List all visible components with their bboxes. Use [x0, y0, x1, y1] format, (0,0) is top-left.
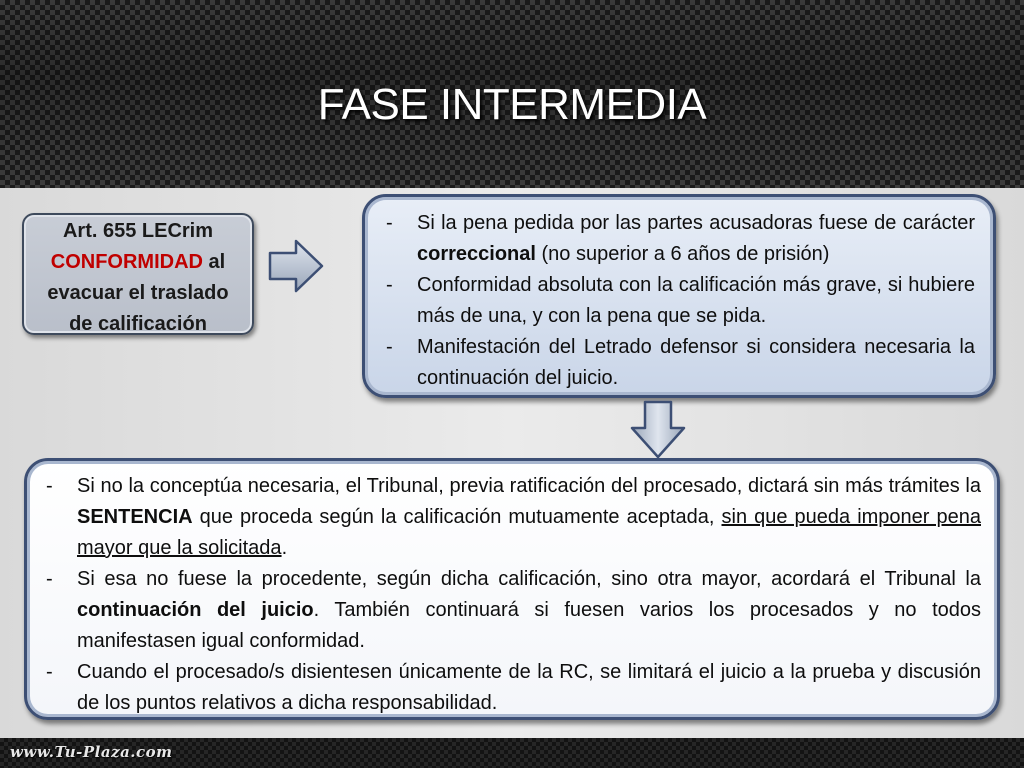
item-text: que proceda según la calificación mutuamente aceptada,: [192, 506, 722, 528]
item-text: Cuando el procesado/s disientesen únicamente de la RC, se limitará el juicio a la prueba y discusión de los puntos relativos a dicha responsabilidad.: [77, 661, 981, 714]
dash-bullet: -: [46, 475, 53, 497]
list-item: [43, 471, 981, 564]
footer-bar: [0, 738, 1024, 768]
dash-bullet: -: [386, 336, 393, 358]
article-line-1: Art. 655 LECrim: [62, 220, 214, 242]
article-line-4: de calificación: [69, 313, 207, 335]
conditions-box: [362, 194, 996, 398]
article-line-3: evacuar el traslado: [47, 282, 229, 304]
list-item: [383, 208, 975, 270]
item-bold-text: SENTENCIA: [77, 506, 193, 528]
arrow-down-icon: [630, 400, 686, 460]
item-underlined-text: sin que pueda imponer pena mayor que la solicitada: [77, 506, 981, 559]
article-655-box: [22, 213, 254, 335]
article-line-2-rest: al: [202, 251, 226, 273]
outcomes-list: [43, 471, 981, 719]
list-item: [383, 332, 975, 394]
conformidad-highlight: CONFORMIDAD: [50, 251, 203, 273]
dash-bullet: -: [386, 212, 393, 234]
dash-bullet: -: [46, 661, 53, 683]
outcomes-box: [24, 458, 1000, 720]
dash-bullet: -: [386, 274, 393, 296]
item-bold-text: correccional: [417, 243, 536, 265]
item-text: .: [281, 537, 288, 559]
item-text: Manifestación del Letrado defensor si considera necesaria la continuación del juicio.: [417, 336, 975, 389]
arrow-right-icon: [268, 238, 324, 294]
footer-logo: www.Tu-Plaza.com: [10, 743, 173, 761]
list-item: [43, 564, 981, 657]
item-text: Conformidad absoluta con la calificación más grave, si hubiere más de una, y con la pena que se pida.: [417, 274, 975, 327]
item-text: Si la pena pedida por las partes acusadoras fuese de carácter: [417, 212, 975, 234]
list-item: [383, 270, 975, 332]
dash-bullet: -: [46, 568, 53, 590]
article-line-2: [24, 247, 252, 278]
item-text: . También continuará si fuesen varios los procesados y no todos manifestasen igual conformidad.: [77, 599, 981, 652]
item-text: (no superior a 6 años de prisión): [535, 243, 830, 265]
list-item: [43, 657, 981, 719]
conditions-list: [383, 208, 975, 394]
item-bold-text: continuación del juicio: [77, 599, 314, 621]
item-text: Si no la conceptúa necesaria, el Tribunal, previa ratificación del procesado, dictará sin más trámites la: [77, 475, 981, 497]
item-text: Si esa no fuese la procedente, según dicha calificación, sino otra mayor, acordará el Tribunal la: [77, 568, 981, 590]
slide-title: FASE INTERMEDIA: [317, 80, 707, 129]
